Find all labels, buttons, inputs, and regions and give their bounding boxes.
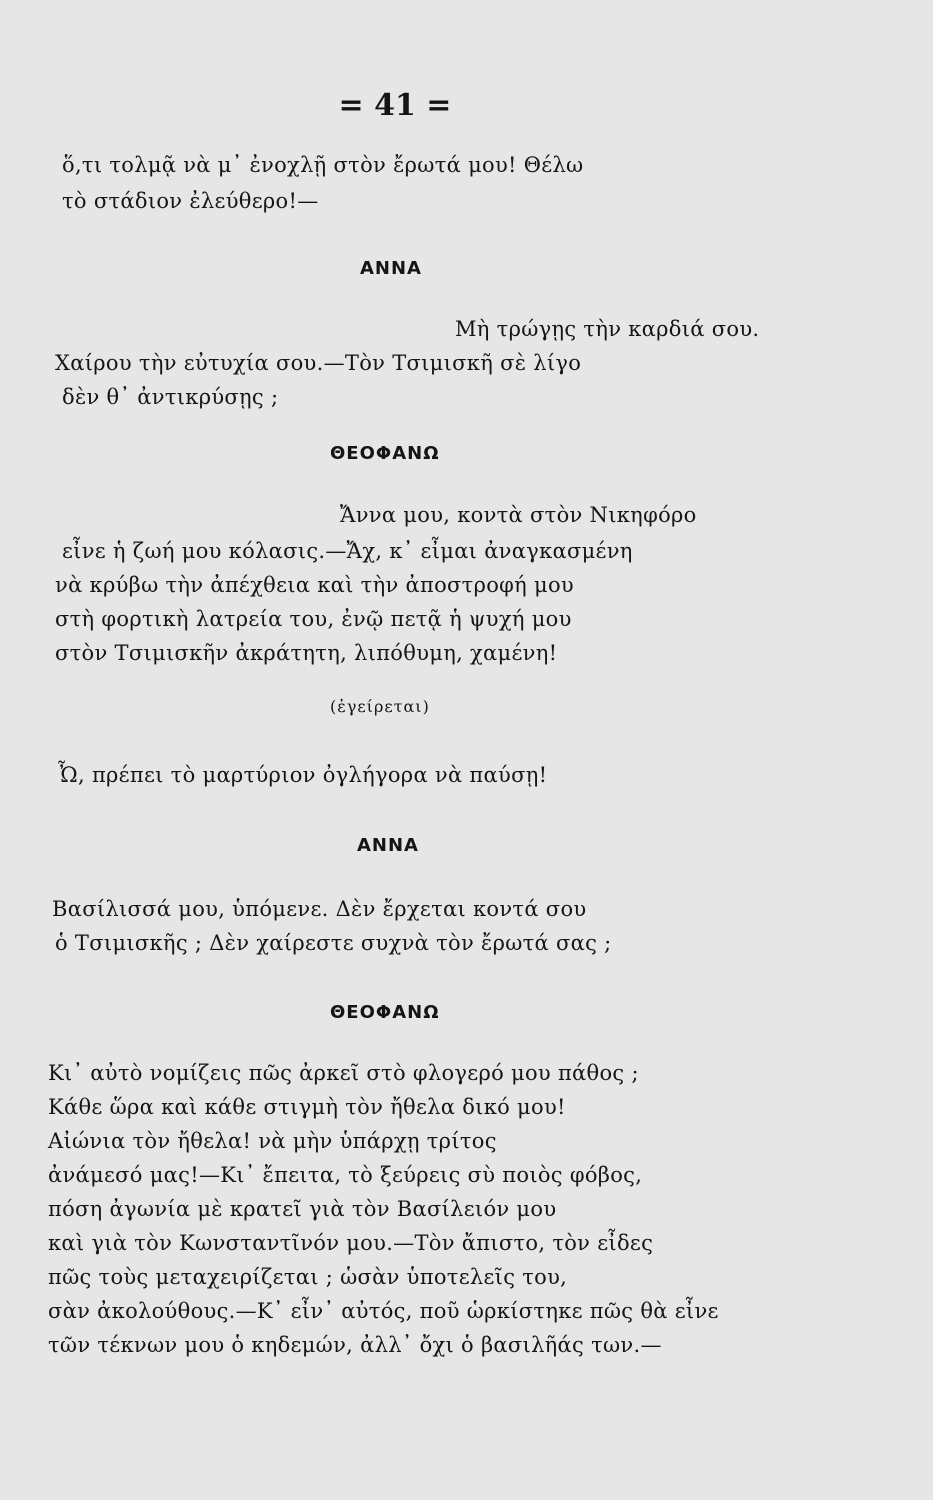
verse-line: Ὦ, πρέπει τὸ μαρτύριον ὀγλήγορα νὰ παύσῃ! (58, 763, 548, 787)
verse-line: δὲν θ᾽ ἀντικρύσῃς ; (62, 385, 279, 409)
speaker-name: ΘΕΟΦΑΝΩ (330, 1002, 440, 1023)
verse-line: πόση ἀγωνία μὲ κρατεῖ γιὰ τὸν Βασίλειόν μου (48, 1197, 557, 1221)
verse-line: Κι᾽ αὐτὸ νομίζεις πῶς ἀρκεῖ στὸ φλογερό μου πάθος ; (48, 1061, 639, 1085)
verse-line: νὰ κρύβω τὴν ἀπέχθεια καὶ τὴν ἀποστροφή μου (55, 573, 574, 597)
page-number: = 41 = (338, 88, 452, 123)
verse-line: Μὴ τρώγῃς τὴν καρδιά σου. (455, 317, 760, 341)
verse-line: ὁ Τσιμισκῆς ; Δὲν χαίρεστε συχνὰ τὸν ἔρωτά σας ; (55, 931, 612, 955)
verse-line: στὸν Τσιμισκῆν ἀκράτητη, λιπόθυμη, χαμένη! (55, 641, 558, 665)
verse-line: εἶνε ἡ ζωή μου κόλασις.—Ἄχ, κ᾽ εἶμαι ἀναγκασμένη (62, 539, 633, 563)
verse-line: σὰν ἀκολούθους.—Κ᾽ εἶν᾽ αὐτός, ποῦ ὡρκίστηκε πῶς θὰ εἶνε (48, 1299, 719, 1323)
verse-line: Κάθε ὥρα καὶ κάθε στιγμὴ τὸν ἤθελα δικό μου! (48, 1095, 566, 1119)
verse-line: Βασίλισσά μου, ὑπόμενε. Δὲν ἔρχεται κοντά σου (52, 897, 587, 921)
speaker-name: ΑΝΝΑ (360, 258, 422, 279)
verse-line: Χαίρου τὴν εὐτυχία σου.—Τὸν Τσιμισκῆ σὲ λίγο (55, 351, 582, 375)
speaker-name: ΑΝΝΑ (357, 835, 419, 856)
verse-line: τὸ στάδιον ἐλεύθερο!— (62, 189, 319, 213)
verse-line: καὶ γιὰ τὸν Κωνσταντῖνόν μου.—Τὸν ἄπιστο, τὸν εἶδες (48, 1231, 654, 1255)
verse-line: Ἄννα μου, κοντὰ στὸν Νικηφόρο (340, 503, 697, 527)
stage-direction: (ἐγείρεται) (330, 697, 430, 716)
verse-line: πῶς τοὺς μεταχειρίζεται ; ὡσὰν ὑποτελεῖς του, (48, 1265, 568, 1289)
verse-line: ὅ,τι τολμᾷ νὰ μ᾽ ἐνοχλῇ στὸν ἔρωτά μου! Θέλω (62, 153, 584, 177)
verse-line: στὴ φορτικὴ λατρεία του, ἐνῷ πετᾷ ἡ ψυχή μου (55, 607, 572, 631)
verse-line: Αἰώνια τὸν ἤθελα! νὰ μὴν ὑπάρχῃ τρίτος (48, 1129, 497, 1153)
speaker-name: ΘΕΟΦΑΝΩ (330, 443, 440, 464)
verse-line: τῶν τέκνων μου ὁ κηδεμών, ἀλλ᾽ ὄχι ὁ βασιλῆάς των.— (48, 1333, 662, 1357)
verse-line: ἀνάμεσό μας!—Κι᾽ ἔπειτα, τὸ ξεύρεις σὺ ποιὸς φόβος, (48, 1163, 643, 1187)
